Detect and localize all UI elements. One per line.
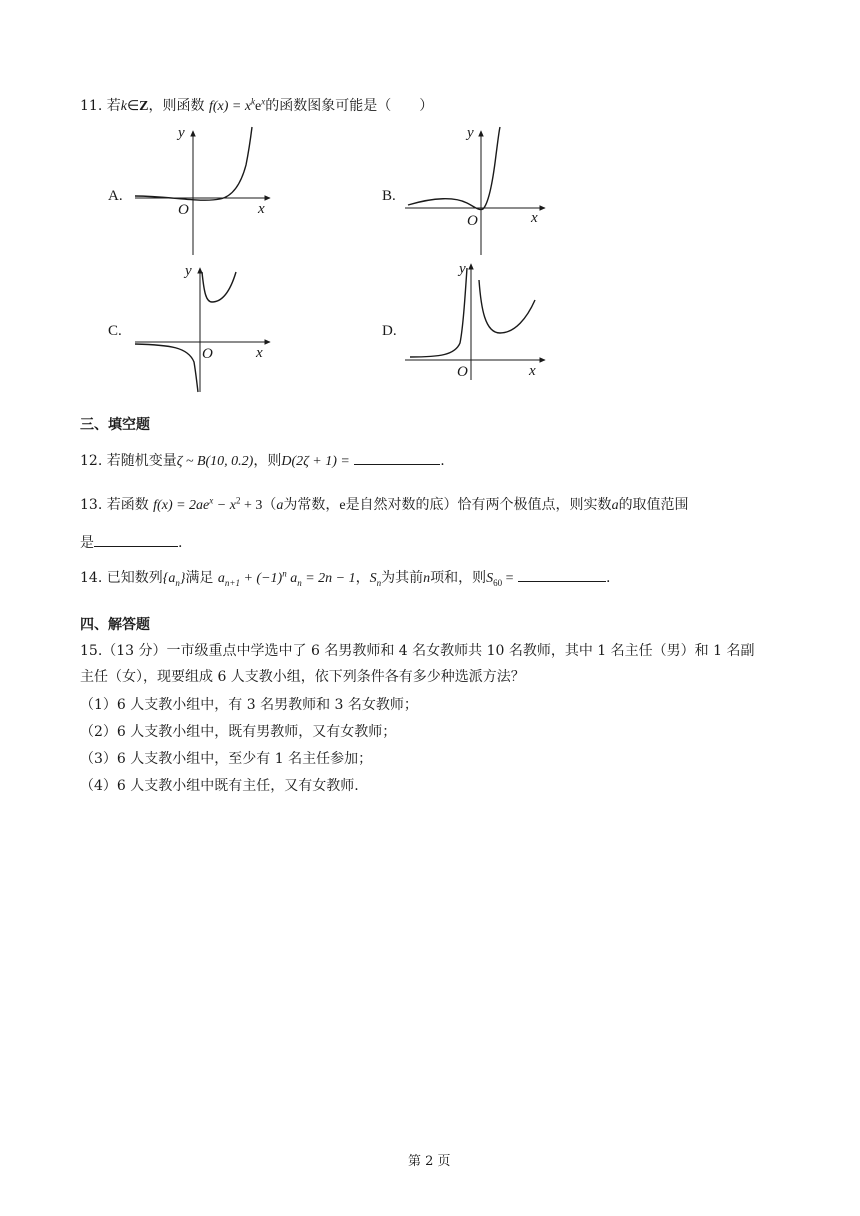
question-13: 13. 若函数 $f(x) = 2ae^x - x^2 + 3(a$为常数，e是自然对数的底）恰有两个极值点，则实数a的取值范围 xyxy=(80,495,689,513)
question-15-part-3: （3）6 人支教小组中，至少有 1 名主任参加； xyxy=(80,751,373,767)
page-number: 第 2 页 xyxy=(408,1154,451,1169)
question-15-part-1: （1）6 人支教小组中，有 3 名男教师和 3 名女教师； xyxy=(80,697,418,713)
question-text: ，则函数 xyxy=(148,98,205,114)
question-15-part-2: （2）6 人支教小组中，既有男教师，又有女教师； xyxy=(80,724,397,740)
option-b-label: B. xyxy=(382,188,396,204)
option-c-label: C. xyxy=(108,323,122,339)
axis-y-label: y xyxy=(178,125,185,141)
question-11 xyxy=(80,95,433,115)
option-a-label: A. xyxy=(108,188,123,204)
graph-option-b xyxy=(405,125,555,260)
question-text: 已知数列 xyxy=(106,570,163,586)
math-k: k xyxy=(120,99,127,114)
question-number: 13. xyxy=(80,497,103,513)
graph-option-c xyxy=(130,262,280,397)
question-text: ，则 xyxy=(253,453,282,469)
axis-y-label: y xyxy=(185,263,192,279)
question-14: 14. 已知数列$\{a_n\}$满足 $a_{n+1} + (-1)^n$ $a_n = 2n - 1$，$S_n$为其前n项和，则$S_{60}$ = . xyxy=(80,568,611,588)
axis-x-label: x xyxy=(258,201,265,217)
math-distribution: ζ ~ B(10, 0.2) xyxy=(176,454,254,469)
question-number: 11. xyxy=(80,98,103,114)
origin-label: O xyxy=(178,202,189,218)
axis-x-label: x xyxy=(531,210,538,226)
axis-x-label: x xyxy=(256,345,263,361)
question-number: 14. xyxy=(80,570,103,586)
math-sn: $S_n$ xyxy=(369,571,382,588)
question-12: 12. 若随机变量ζ ~ B(10, 0.2)，则D(2ζ + 1) = . xyxy=(80,450,445,470)
math-in: ∈ xyxy=(126,99,140,114)
math-recurrence: $a_{n+1} + (-1)^n$ $a_n = 2n - 1$ xyxy=(217,568,356,588)
graph-option-a xyxy=(130,125,280,260)
axis-y-label: y xyxy=(459,261,466,277)
origin-label: O xyxy=(467,213,478,229)
answer-blank[interactable] xyxy=(354,450,440,465)
axis-y-label: y xyxy=(467,125,474,141)
math-set-z: Z xyxy=(139,99,149,114)
math-variance: D(2ζ + 1) = xyxy=(281,454,350,469)
question-text: 若随机变量 xyxy=(106,453,177,469)
answer-blank[interactable] xyxy=(94,532,178,547)
function-expression: $f(x) = x^ke^x$ xyxy=(208,96,266,114)
question-text: 的函数图象可能是（ ） xyxy=(265,98,434,114)
math-sequence: $\{a_n\}$ xyxy=(162,571,186,588)
origin-label: O xyxy=(202,346,213,362)
question-15-line1: 15.（13 分）一市级重点中学选中了 6 名男教师和 4 名女教师共 10 名教师，其中 1 名主任（男）和 1 名副 xyxy=(80,643,755,659)
question-text: 若 xyxy=(106,98,121,114)
section-title-fill-in: 三、填空题 xyxy=(80,417,150,433)
answer-blank[interactable] xyxy=(518,567,606,582)
axis-x-label: x xyxy=(529,363,536,379)
option-d-label: D. xyxy=(382,323,397,339)
question-number: 12. xyxy=(80,453,103,469)
math-s60: $S_{60}$ = xyxy=(486,571,514,588)
function-expression: $f(x) = 2ae^x - x^2 + 3$ xyxy=(153,495,263,513)
question-15-part-4: （4）6 人支教小组中既有主任，又有女教师. xyxy=(80,778,359,794)
origin-label: O xyxy=(457,364,468,380)
question-text: 若函数 xyxy=(106,497,149,513)
question-13-line2: 是 . xyxy=(80,532,182,552)
question-15-line2: 主任（女），现要组成 6 人支教小组，依下列条件各有多少种选派方法？ xyxy=(80,669,525,685)
graph-option-d xyxy=(405,258,555,383)
section-title-solve: 四、解答题 xyxy=(80,617,150,633)
